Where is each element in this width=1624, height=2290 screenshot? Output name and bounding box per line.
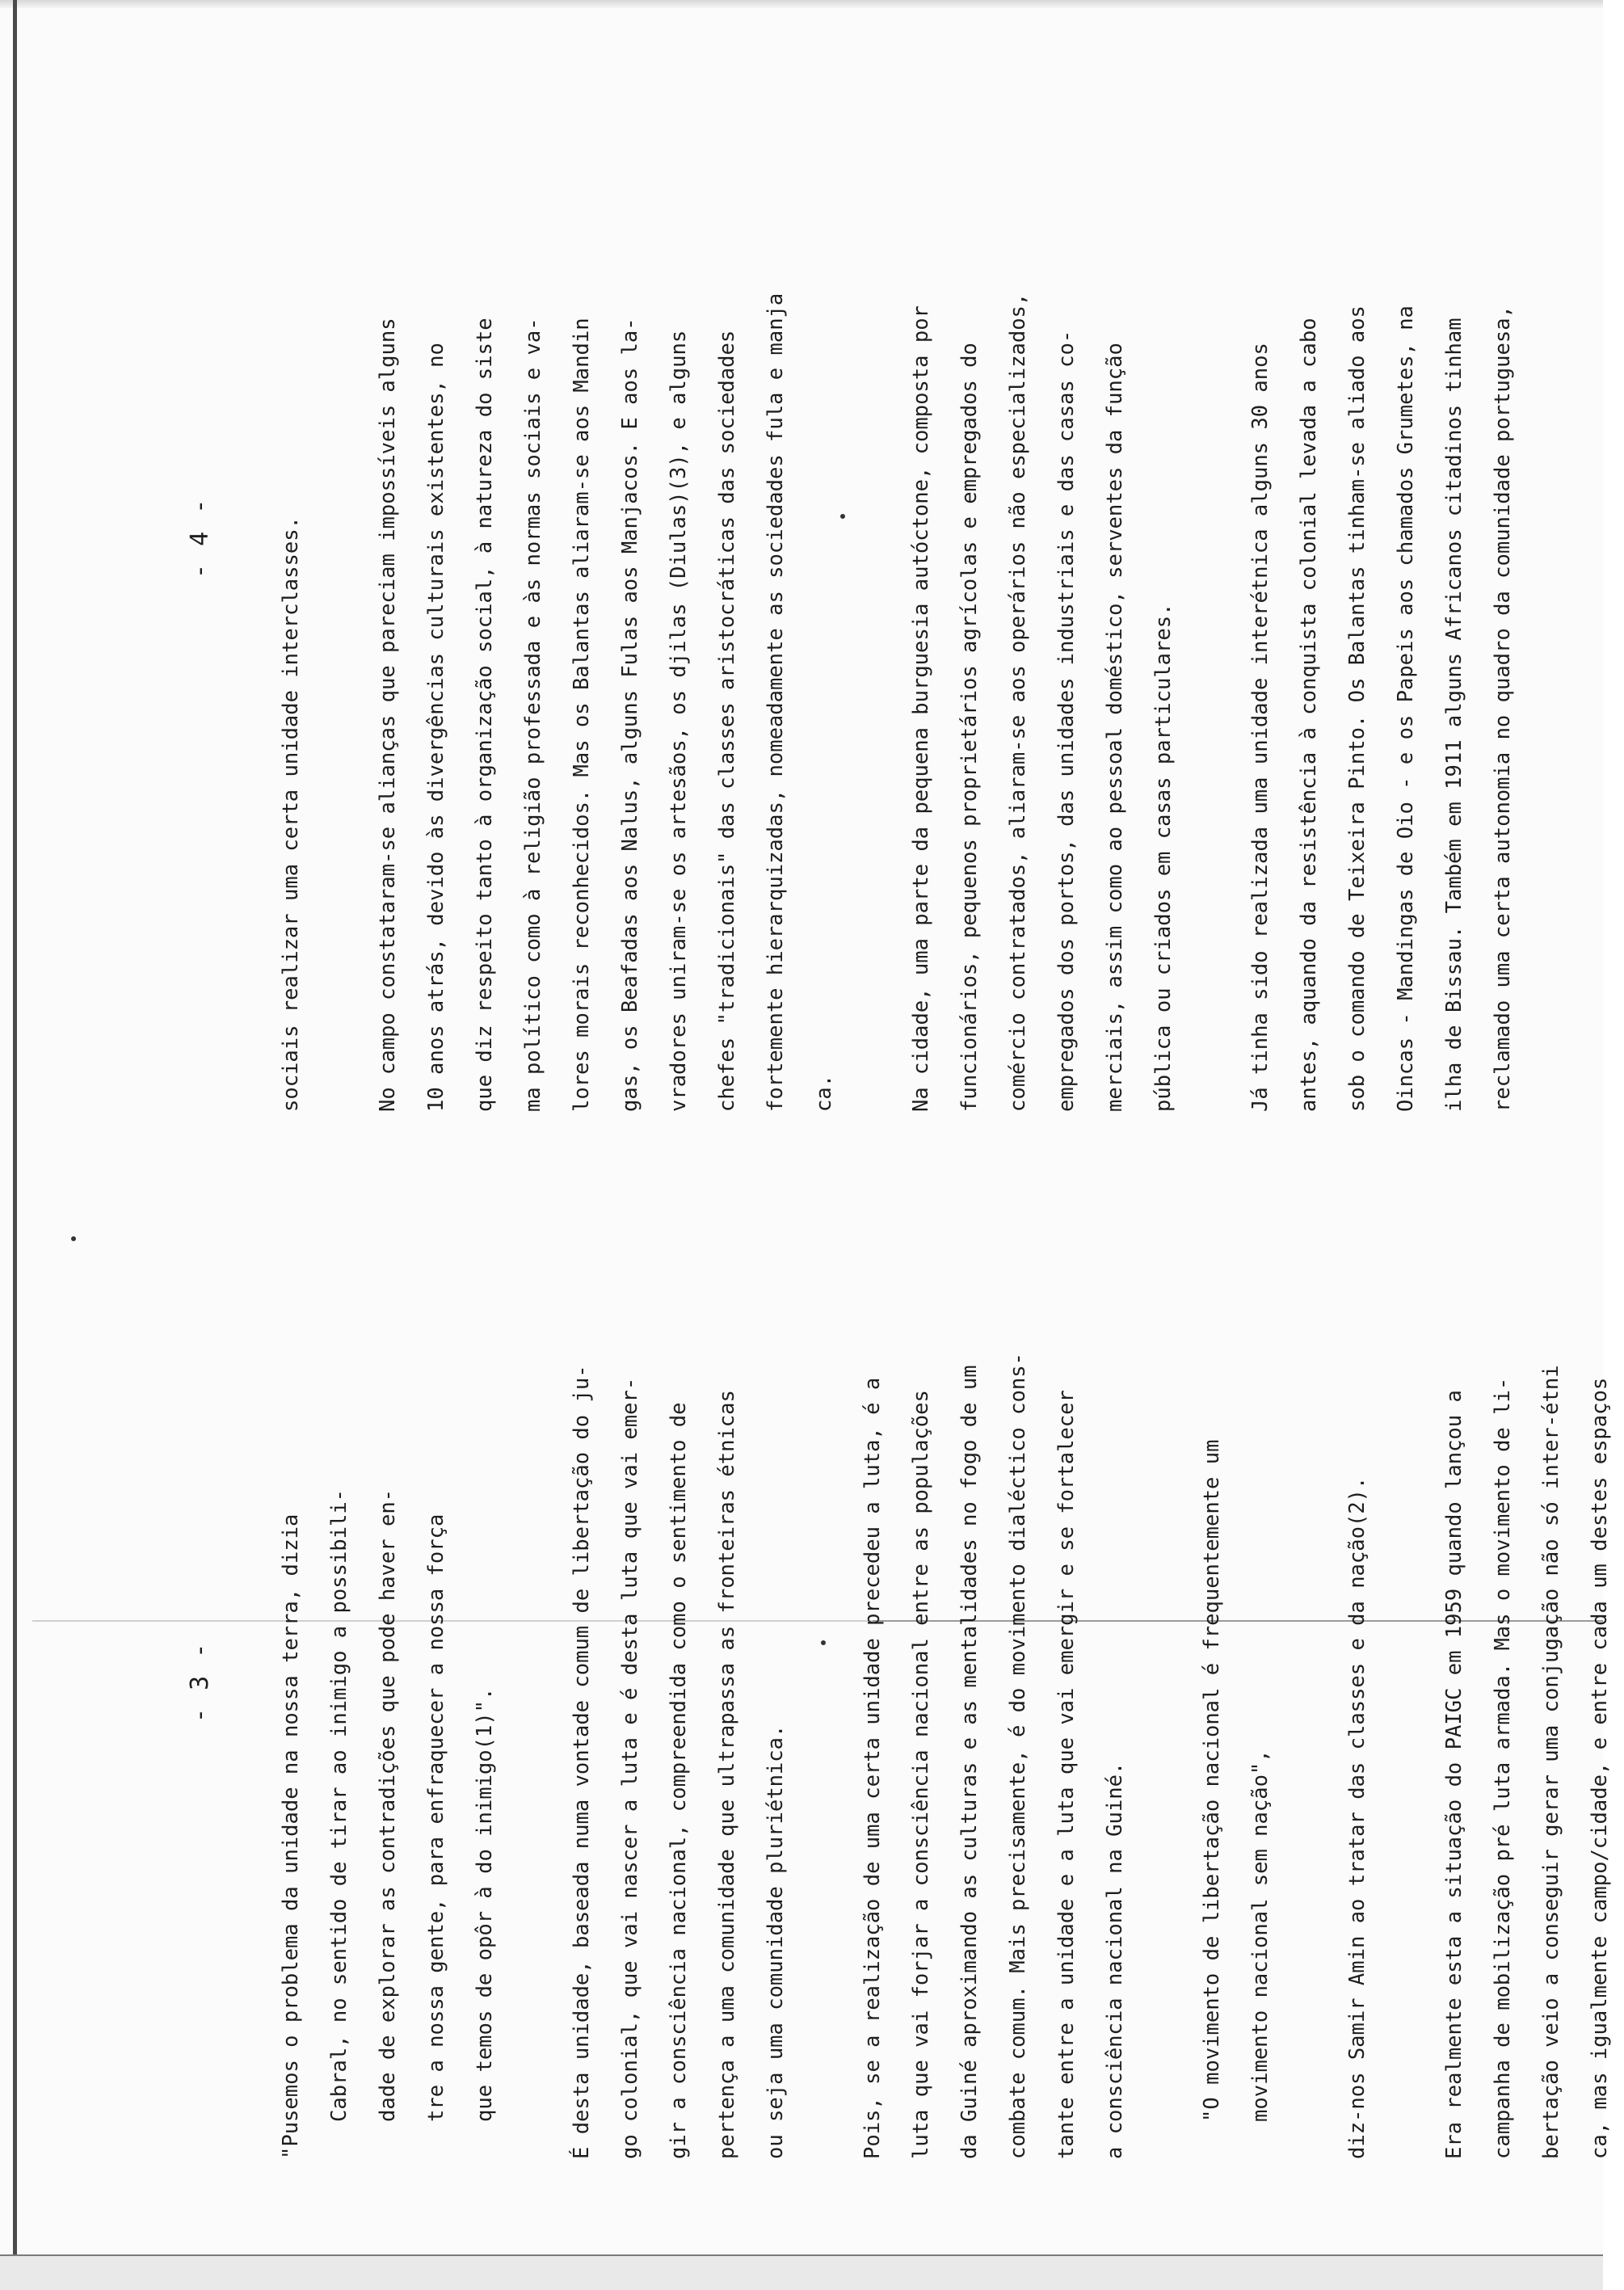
text-line: ca. xyxy=(812,1074,836,1112)
page-3 xyxy=(0,1144,1612,2288)
text-line: que temos de opôr à do inimigo(1)". xyxy=(473,1687,497,2159)
text-line: diz-nos Samir Amin ao tratar das classes e da nação(2). xyxy=(1345,1476,1369,2159)
text-line: dade de explorar as contradições que pode haver en- xyxy=(376,1488,400,2159)
text-line: vradores uniram-se os artesãos, os djilas (Diulas)(3), e alguns xyxy=(667,330,691,1112)
text-line: Na cidade, uma parte da pequena burguesia autóctone, composta por xyxy=(909,305,933,1112)
text-line: "Pusemos o problema da unidade na nossa terra, dizia xyxy=(279,1513,303,2159)
text-line: ou seja uma comunidade pluriétnica. xyxy=(764,1724,788,2159)
text-line: que diz respeito tanto à organização social, à natureza do siste xyxy=(473,318,497,1112)
text-line: reclamado uma certa autonomia no quadro da comunidade portuguesa, xyxy=(1491,305,1515,1112)
text-line: movimento nacional sem nação", xyxy=(1248,1749,1273,2159)
text-line: pública ou criados em casas particulares. xyxy=(1151,603,1176,1112)
text-line: go colonial, que vai nascer a luta e é desta luta que vai emer- xyxy=(618,1377,642,2159)
text-line: sob o comando de Teixeira Pinto. Os Balantas tinham-se aliado aos xyxy=(1345,305,1369,1112)
text-line: Cabral, no sentido de tirar ao inimigo a possibili- xyxy=(327,1488,351,2159)
text-line: combate comum. Mais precisamente, é do movimento dialéctico cons- xyxy=(1006,1353,1030,2159)
text-line: chefes "tradicionais" das classes aristocráticas das sociedades xyxy=(715,330,739,1112)
text-line: tre a nossa gente, para enfraquecer a nossa força xyxy=(424,1513,448,2159)
paragraph-quote-amin xyxy=(1188,1209,1285,2159)
text-line: gas, os Beafadas aos Nalus, alguns Fulas aos Manjacos. E aos la- xyxy=(618,318,642,1112)
text-line: Pois, se a realização de uma certa unidade precedeu a luta, é a xyxy=(860,1377,885,2159)
text-line: tante entre a unidade e a luta que vai emergir e se fortalecer xyxy=(1054,1390,1079,2159)
text-line: ca, mas igualmente campo/cidade, e entre cada um destes espaços xyxy=(1588,1377,1612,2159)
text-line: a consciência nacional na Guiné. xyxy=(1103,1762,1127,2159)
paragraph-quote-cabral xyxy=(267,1209,509,2159)
text-line: da Guiné aproximando as culturas e as mentalidades no fogo de um xyxy=(957,1365,982,2159)
text-line: É desta unidade, baseada numa vontade comum de libertação do ju- xyxy=(570,1365,594,2159)
paragraph-unidade xyxy=(557,1209,800,2159)
text-line: antes, aquando da resistência à conquista colonial levada a cabo xyxy=(1297,318,1321,1112)
paragraph-attribution xyxy=(1333,1209,1382,2159)
text-line: merciais, assim como ao pessoal doméstico, serventes da função xyxy=(1103,343,1127,1112)
text-line: Oincas - Mandingas de Oio - e os Papeis aos chamados Grumetes, na xyxy=(1394,305,1418,1112)
paragraph-interclasses xyxy=(267,65,315,1112)
text-line: ma político como à religião professada e às normas sociais e va- xyxy=(521,318,545,1112)
text-line: ilha de Bissau. Também em 1911 alguns Africanos citadinos tinham xyxy=(1442,318,1466,1112)
page-number: - 3 - xyxy=(186,1641,214,1723)
text-line: Já tinha sido realizada uma unidade interétnica alguns 30 anos xyxy=(1248,343,1273,1112)
page-number: - 4 - xyxy=(186,497,214,579)
paragraph-cidade xyxy=(897,65,1188,1112)
paragraph-luta xyxy=(848,1209,1139,2159)
text-line: funcionários, pequenos proprietários agrícolas e empregados do xyxy=(957,343,982,1112)
text-line: No campo constataram-se alianças que pareciam impossíveis alguns xyxy=(376,318,400,1112)
text-line: "O movimento de libertação nacional é frequentemente um xyxy=(1200,1439,1224,2159)
paragraph-paigc xyxy=(1430,1209,1624,2159)
text-line: empregados dos portos, das unidades industriais e das casas co- xyxy=(1054,330,1079,1112)
text-line: comércio contratados, aliaram-se aos operários não especializados, xyxy=(1006,293,1030,1112)
text-line: fortemente hierarquizadas, nomeadamente as sociedades fula e manja xyxy=(764,293,788,1112)
text-line: bertação veio a conseguir gerar uma conjugação não só inter-étni xyxy=(1539,1365,1563,2159)
text-line: 10 anos atrás, devido às divergências culturais existentes, no xyxy=(424,343,448,1112)
paragraph-campo xyxy=(364,65,848,1112)
text-line: Era realmente esta a situação do PAIGC em 1959 quando lançou a xyxy=(1442,1390,1466,2159)
text-line: lores morais reconhecidos. Mas os Balantas aliaram-se aos Mandin xyxy=(570,318,594,1112)
text-line: pertença a uma comunidade que ultrapassa as fronteiras étnicas xyxy=(715,1390,739,2159)
text-line: luta que vai forjar a consciência nacional entre as populações xyxy=(909,1390,933,2159)
paragraph-interetnica xyxy=(1236,65,1527,1112)
page-4 xyxy=(0,0,1603,1144)
text-line: sociais realizar uma certa unidade interclasses. xyxy=(279,516,303,1112)
text-line: campanha de mobilização pré luta armada. Mas o movimento de li- xyxy=(1491,1377,1515,2159)
text-line: gir a consciência nacional, compreendida como o sentimento de xyxy=(667,1402,691,2159)
